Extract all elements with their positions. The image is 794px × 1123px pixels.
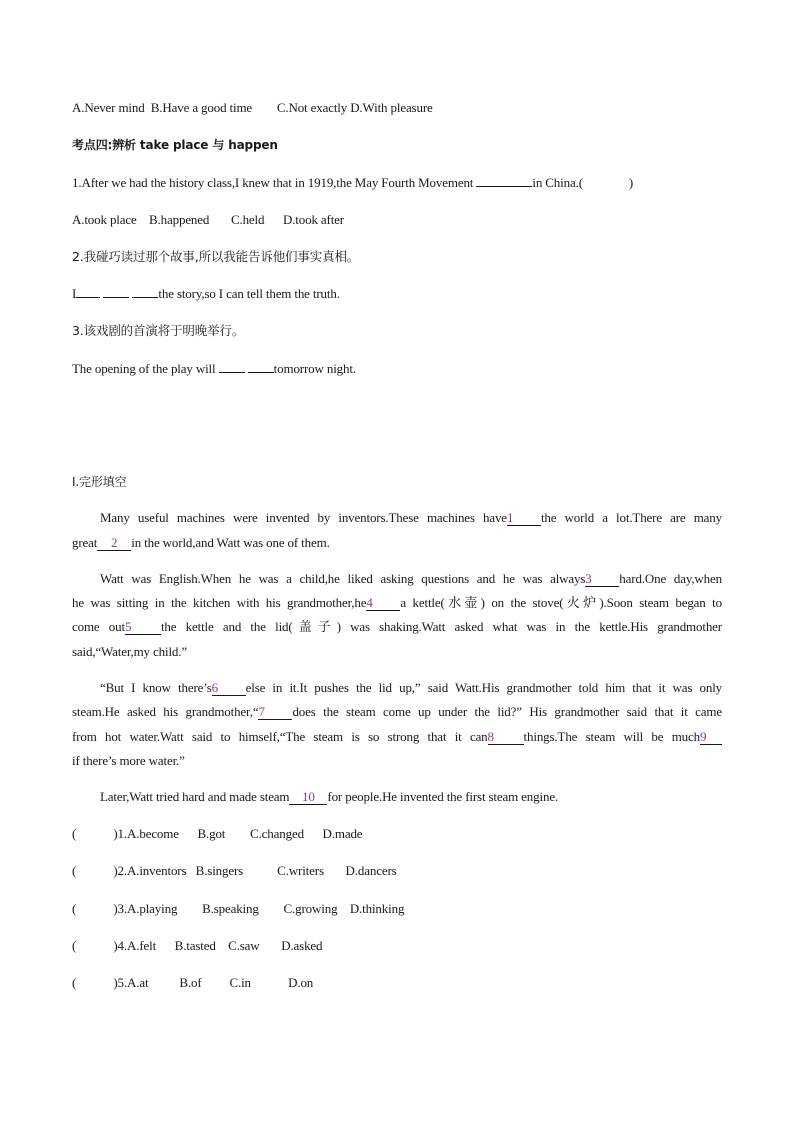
cloze-p3-line2: steam.He asked his grandmother,“7 does the steam come up under the lid?” His grandmother said that it came — [72, 704, 722, 719]
answer-blank[interactable] — [219, 360, 245, 373]
cloze-p1-line1: Many useful machines were invented by inventors.These machines have1 the world a lot.There are many — [100, 510, 722, 525]
question-2-english: I the story,so I can tell them the truth. — [72, 286, 340, 301]
question-3-english: The opening of the play will tomorrow night. — [72, 361, 356, 376]
cloze-p2-line3: come out5 the kettle and the lid(盖子) was shaking.Watt asked what was in the kettle.His grandmother — [72, 619, 722, 634]
blank-3[interactable]: 3 — [585, 572, 619, 587]
choice-row-1[interactable]: ( )1.A.become B.got C.changed D.made — [72, 826, 363, 841]
blank-2[interactable]: 2 — [97, 536, 131, 551]
cloze-p1-line2: great 2 in the world,and Watt was one of them. — [72, 535, 330, 550]
blank-10[interactable]: 10 — [289, 790, 327, 805]
question-1: 1.After we had the history class,I knew that in 1919,the May Fourth Movement in China.( ) — [72, 175, 634, 190]
cloze-section-title: Ⅰ.完形填空 — [72, 475, 127, 489]
answer-blank[interactable] — [132, 285, 158, 298]
answer-blank[interactable] — [476, 174, 532, 187]
cloze-p4-line1: Later,Watt tried hard and made steam 10 for people.He invented the first steam engine. — [100, 789, 559, 804]
blank-6[interactable]: 6 — [212, 681, 246, 696]
cloze-p3-line1: “But I know there’s6 else in it.It pushes the lid up,” said Watt.His grandmother told him that it was only — [100, 680, 723, 695]
cloze-p2-line4: said,“Water,my child.” — [72, 644, 187, 659]
answer-blank[interactable] — [103, 285, 129, 298]
cloze-p3-line4: if there’s more water.” — [72, 753, 185, 768]
answer-blank[interactable] — [76, 285, 100, 298]
cloze-p2-line1: Watt was English.When he was a child,he liked asking questions and he was always3 hard.One day,when — [100, 571, 722, 586]
blank-7[interactable]: 7 — [258, 705, 292, 720]
question-2-chinese: 2.我碰巧读过那个故事,所以我能告诉他们事实真相。 — [72, 249, 360, 264]
question-3-chinese: 3.该戏剧的首演将于明晚举行。 — [72, 323, 245, 338]
blank-8[interactable]: 8 — [488, 730, 524, 745]
question-1-options: A.took place B.happened C.held D.took after — [72, 212, 344, 227]
answer-blank[interactable] — [248, 360, 274, 373]
previous-question-options: A.Never mind B.Have a good time C.Not exactly D.With pleasure — [72, 100, 433, 115]
point-four-heading: 考点四:辨析 take place 与 happen — [72, 138, 278, 152]
choice-row-2[interactable]: ( )2.A.inventors B.singers C.writers D.dancers — [72, 863, 397, 878]
blank-9[interactable]: 9 — [700, 730, 722, 745]
blank-1[interactable]: 1 — [507, 511, 541, 526]
choice-row-5[interactable]: ( )5.A.at B.of C.in D.on — [72, 975, 314, 990]
blank-5[interactable]: 5 — [125, 620, 161, 635]
cloze-p2-line2: he was sitting in the kitchen with his grandmother,he4 a kettle(水壶) on the stove(火炉).Soon steam began to — [72, 595, 722, 610]
blank-4[interactable]: 4 — [366, 596, 400, 611]
cloze-p3-line3: from hot water.Watt said to himself,“The steam is so strong that it can8 things.The steam will be much9 — [72, 728, 722, 746]
choice-row-3[interactable]: ( )3.A.playing B.speaking C.growing D.thinking — [72, 901, 405, 916]
choice-row-4[interactable]: ( )4.A.felt B.tasted C.saw D.asked — [72, 938, 323, 953]
